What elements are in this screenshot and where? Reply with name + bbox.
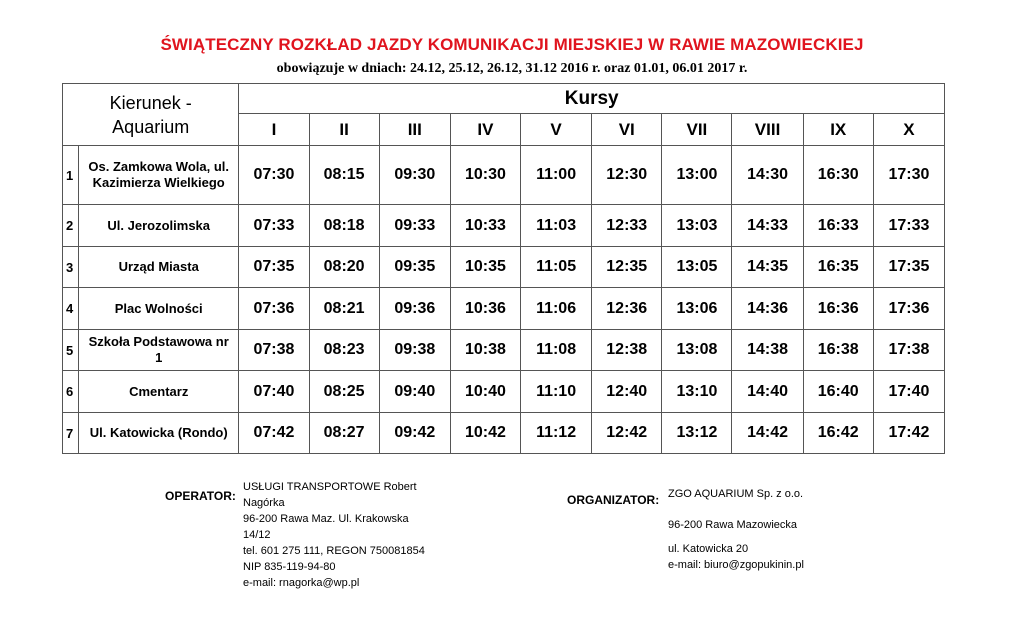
- departure-time: 14:42: [732, 413, 803, 454]
- course-header: VI: [592, 114, 662, 146]
- validity-dates: obowiązuje w dniach: 24.12, 25.12, 26.12, 31.12 2016 r. oraz 01.01, 06.01 2017 r.: [276, 61, 748, 76]
- departure-time: 14:40: [732, 371, 803, 413]
- stop-name: [79, 146, 239, 205]
- departure-time: 16:40: [803, 371, 873, 413]
- stop-name: [79, 247, 239, 288]
- stop-number: 3: [63, 247, 79, 288]
- stop-name: [79, 371, 239, 413]
- departure-time: 16:35: [803, 247, 873, 288]
- table-row: [63, 205, 945, 247]
- departure-time: 17:40: [873, 371, 944, 413]
- table-row: [63, 413, 945, 454]
- stop-name-line: Cmentarz: [129, 383, 189, 399]
- course-header: VIII: [732, 114, 803, 146]
- departure-time: 08:20: [309, 247, 379, 288]
- departure-time: 09:40: [379, 371, 450, 413]
- stop-name-line: Szkoła Podstawowa nr: [88, 334, 229, 349]
- departure-time: 09:36: [379, 288, 450, 330]
- departure-time: 16:30: [803, 146, 873, 205]
- stop-number: 5: [63, 330, 79, 371]
- departure-time: 10:33: [450, 205, 520, 247]
- departure-time: 13:10: [662, 371, 732, 413]
- stop-name: [79, 413, 239, 454]
- departure-time: 16:33: [803, 205, 873, 247]
- departure-time: 11:10: [521, 371, 592, 413]
- stop-name-line: 1: [155, 350, 163, 365]
- stop-name-line: Ul. Jerozolimska: [107, 217, 211, 233]
- operator-line: 96-200 Rawa Maz. Ul. Krakowska: [243, 513, 409, 525]
- departure-time: 08:23: [309, 330, 379, 371]
- departure-time: 10:36: [450, 288, 520, 330]
- stop-number: 1: [63, 146, 79, 205]
- course-header: II: [309, 114, 379, 146]
- operator-line: NIP 835-119-94-80: [243, 561, 336, 573]
- departure-time: 12:30: [592, 146, 662, 205]
- stop-name-line: Kazimierza Wielkiego: [92, 175, 225, 190]
- departure-time: 12:33: [592, 205, 662, 247]
- departure-time: 07:42: [239, 413, 309, 454]
- departure-time: 14:33: [732, 205, 803, 247]
- departure-time: 09:33: [379, 205, 450, 247]
- departure-time: 14:30: [732, 146, 803, 205]
- course-header: IX: [803, 114, 873, 146]
- table-row: [63, 371, 945, 413]
- departure-time: 16:38: [803, 330, 873, 371]
- operator-label: OPERATOR:: [165, 489, 236, 503]
- departure-time: 17:30: [873, 146, 944, 205]
- organizer-street: ul. Katowicka 20: [668, 543, 749, 555]
- departure-time: 10:35: [450, 247, 520, 288]
- departure-time: 10:42: [450, 413, 520, 454]
- departure-time: 17:38: [873, 330, 944, 371]
- departure-time: 10:30: [450, 146, 520, 205]
- departure-time: 12:36: [592, 288, 662, 330]
- departure-time: 08:27: [309, 413, 379, 454]
- course-header: I: [239, 114, 309, 146]
- course-header: IV: [450, 114, 520, 146]
- departure-time: 13:00: [662, 146, 732, 205]
- departure-time: 12:38: [592, 330, 662, 371]
- stop-name: [79, 330, 239, 371]
- departure-time: 17:36: [873, 288, 944, 330]
- departure-time: 16:42: [803, 413, 873, 454]
- organizer-email: e-mail: biuro@zgopukinin.pl: [668, 559, 804, 571]
- operator-line: 14/12: [243, 529, 271, 541]
- departure-time: 08:21: [309, 288, 379, 330]
- course-header: X: [873, 114, 944, 146]
- departure-time: 14:38: [732, 330, 803, 371]
- course-header: III: [379, 114, 450, 146]
- organizer-address: 96-200 Rawa Mazowiecka: [668, 519, 798, 531]
- departure-time: 08:25: [309, 371, 379, 413]
- departure-time: 12:35: [592, 247, 662, 288]
- stop-name-line: Os. Zamkowa Wola, ul.: [88, 159, 230, 174]
- departure-time: 13:12: [662, 413, 732, 454]
- stop-number: 6: [63, 371, 79, 413]
- stop-name: [79, 288, 239, 330]
- departure-time: 17:33: [873, 205, 944, 247]
- departure-time: 09:35: [379, 247, 450, 288]
- departure-time: 09:42: [379, 413, 450, 454]
- stop-number: 7: [63, 413, 79, 454]
- stop-number: 2: [63, 205, 79, 247]
- table-row: [63, 146, 945, 205]
- table-row: [63, 330, 945, 371]
- departure-time: 10:40: [450, 371, 520, 413]
- table-row: [63, 288, 945, 330]
- departure-time: 13:08: [662, 330, 732, 371]
- departure-time: 11:12: [521, 413, 592, 454]
- departure-time: 11:05: [521, 247, 592, 288]
- departure-time: 13:06: [662, 288, 732, 330]
- departure-time: 13:05: [662, 247, 732, 288]
- departure-time: 11:06: [521, 288, 592, 330]
- operator-line: USŁUGI TRANSPORTOWE Robert: [243, 481, 417, 493]
- departure-time: 08:15: [309, 146, 379, 205]
- direction-label: Kierunek -: [109, 92, 192, 113]
- operator-line: Nagórka: [243, 497, 285, 509]
- departure-time: 10:38: [450, 330, 520, 371]
- departure-time: 07:30: [239, 146, 309, 205]
- departure-time: 11:08: [521, 330, 592, 371]
- stop-name: [79, 205, 239, 247]
- operator-line: tel. 601 275 111, REGON 750081854: [243, 545, 425, 557]
- departure-time: 11:03: [521, 205, 592, 247]
- departure-time: 17:35: [873, 247, 944, 288]
- courses-header: Kursy: [239, 84, 945, 114]
- departure-time: 09:38: [379, 330, 450, 371]
- departure-time: 14:35: [732, 247, 803, 288]
- page-title: ŚWIĄTECZNY ROZKŁAD JAZDY KOMUNIKACJI MIEJSKIEJ W RAWIE MAZOWIECKIEJ: [160, 35, 864, 54]
- departure-time: 07:36: [239, 288, 309, 330]
- direction-destination: Aquarium: [112, 116, 190, 137]
- table-row: [63, 247, 945, 288]
- stop-name-line: Urząd Miasta: [118, 259, 199, 274]
- departure-time: 14:36: [732, 288, 803, 330]
- departure-time: 13:03: [662, 205, 732, 247]
- departure-time: 07:33: [239, 205, 309, 247]
- direction-header: [63, 84, 239, 146]
- departure-time: 09:30: [379, 146, 450, 205]
- stop-name-line: Ul. Katowicka (Rondo): [89, 425, 228, 440]
- operator-details: [243, 479, 425, 591]
- organizer-name: ZGO AQUARIUM Sp. z o.o.: [668, 488, 804, 500]
- departure-time: 16:36: [803, 288, 873, 330]
- departure-time: 12:40: [592, 371, 662, 413]
- timetable: [62, 83, 945, 454]
- departure-time: 07:38: [239, 330, 309, 371]
- course-header: V: [521, 114, 592, 146]
- departure-time: 12:42: [592, 413, 662, 454]
- departure-time: 17:42: [873, 413, 944, 454]
- departure-time: 08:18: [309, 205, 379, 247]
- course-header: VII: [662, 114, 732, 146]
- departure-time: 11:00: [521, 146, 592, 205]
- organizer-label: ORGANIZATOR:: [567, 493, 660, 507]
- stop-number: 4: [63, 288, 79, 330]
- stop-name-line: Plac Wolności: [114, 300, 203, 316]
- operator-line: e-mail: rnagorka@wp.pl: [243, 577, 360, 589]
- departure-time: 07:40: [239, 371, 309, 413]
- departure-time: 07:35: [239, 247, 309, 288]
